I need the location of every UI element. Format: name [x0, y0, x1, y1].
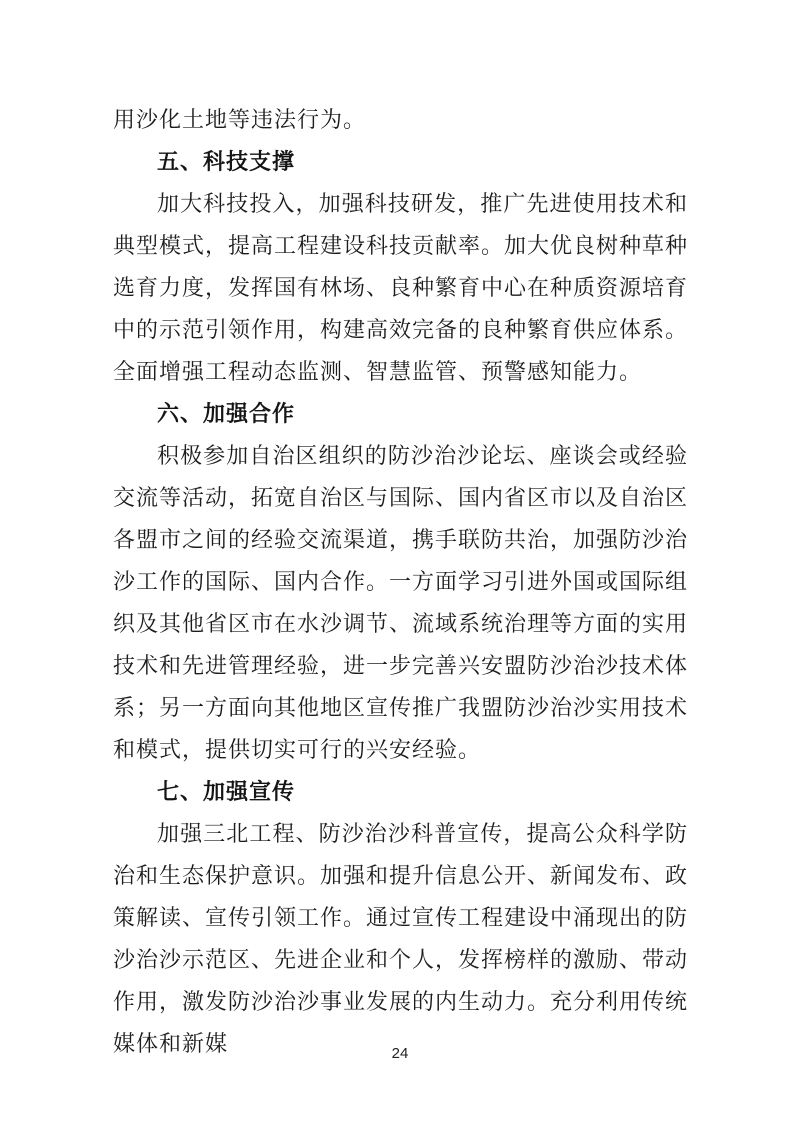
section-heading-6-cooperation: 六、加强合作 [157, 401, 296, 426]
document-body [113, 99, 688, 1065]
section-heading-7-publicity: 七、加强宣传 [157, 779, 296, 804]
continuation-paragraph: 用沙化土地等违法行为。 [113, 107, 367, 132]
section-7-paragraph: 加强三北工程、防沙治沙科普宣传，提高公众科学防治和生态保护意识。加强和提升信息公开、新闻发布、政策解读、宣传引领工作。通过宣传工程建设中涌现出的防沙治沙示范区、先进企业和个人，发挥榜样的激励、带动作用，激发防沙治沙事业发展的内生动力。充分利用传统媒体和新媒 [113, 821, 689, 1056]
section-5-paragraph: 加大科技投入，加强科技研发，推广先进使用技术和典型模式，提高工程建设科技贡献率。加大优良树种草种选育力度，发挥国有林场、良种繁育中心在种质资源培育中的示范引领作用，构建高效完备的良种繁育供应体系。全面增强工程动态监测、智慧监管、预警感知能力。 [113, 191, 689, 384]
section-heading-5-tech-support: 五、科技支撑 [157, 149, 296, 174]
page-number: 24 [391, 1045, 409, 1062]
section-6-paragraph: 积极参加自治区组织的防沙治沙论坛、座谈会或经验交流等活动，拓宽自治区与国际、国内省区市以及自治区各盟市之间的经验交流渠道，携手联防共治，加强防沙治沙工作的国际、国内合作。一方面学习引进外国或国际组织及其他省区市在水沙调节、流域系统治理等方面的实用技术和先进管理经验，进一步完善兴安盟防沙治沙技术体系；另一方面向其他地区宣传推广我盟防沙治沙实用技术和模式，提供切实可行的兴安经验。 [113, 443, 689, 762]
